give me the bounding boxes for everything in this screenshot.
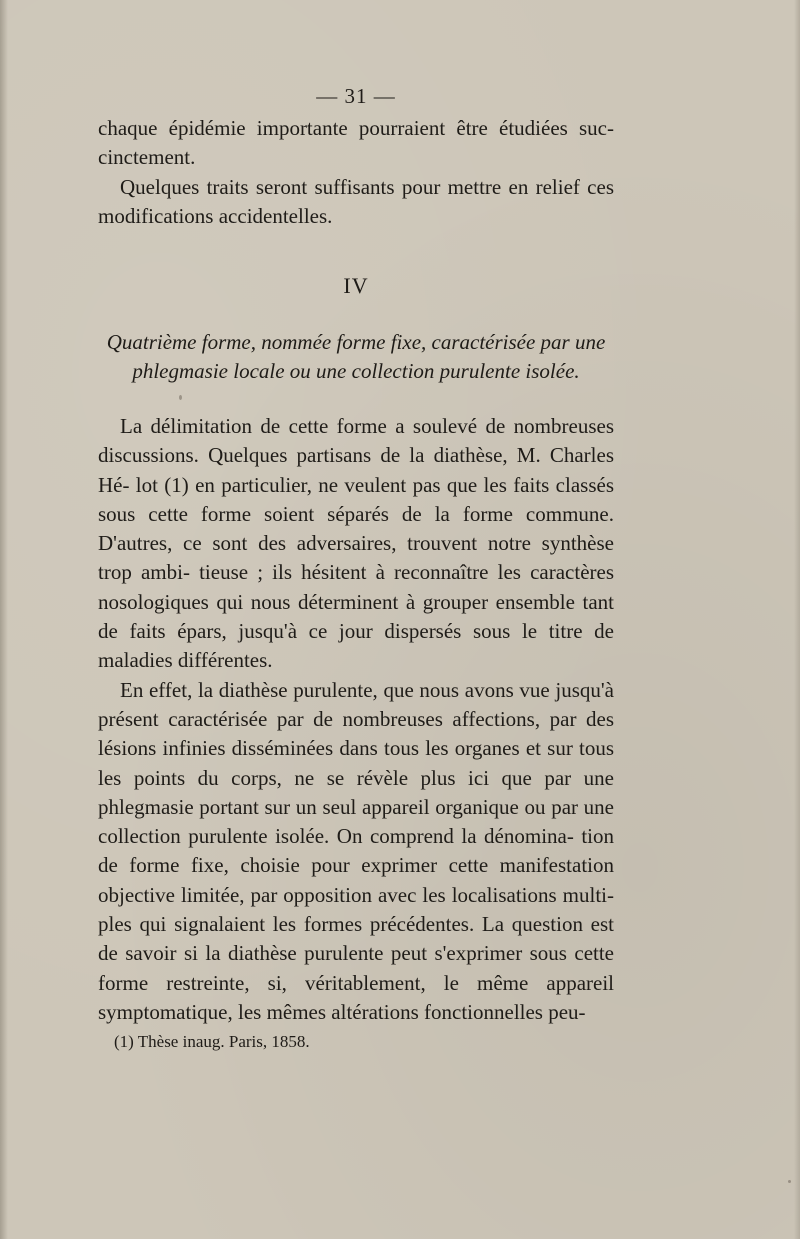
page-left-edge-shadow — [0, 0, 8, 1239]
footnote: (1) Thèse inaug. Paris, 1858. — [114, 1032, 310, 1051]
page-right-edge-shadow — [794, 0, 800, 1239]
opening-paragraph-1: chaque épidémie importante pourraient être étudiées suc- cinctement. — [98, 116, 614, 170]
paper-speck — [179, 395, 182, 400]
section-numeral: IV — [343, 273, 369, 298]
paper-speck — [788, 1180, 791, 1183]
main-text — [98, 412, 614, 1027]
page-number: — 31 — — [316, 84, 396, 108]
body-paragraph-1: La délimitation de cette forme a soulevé de nombreuses discussions. Quelques partisans de la diathèse, M. Charles Hé- lot (1) en particulier, ne veulent pas que les faits classés sous cette forme soient séparés de la forme commune. D'autres, ce sont des adversaires, trouvent notre synthèse trop ambi- tieuse ; ils hésitent à reconnaître les caractères nosologiques qui nous déterminent à grouper ensemble tant de faits épars, jusqu'à ce jour dispersés sous le titre de maladies différentes. — [98, 414, 614, 673]
body-paragraph-2: En effet, la diathèse purulente, que nous avons vue jusqu'à présent caractérisée par de nombreuses affections, par des lésions infinies disséminées dans tous les organes et sur tous les points du corps, ne se révèle plus ici que par une phlegmasie portant sur un seul appareil organique ou par une collection purulente isolée. On comprend la dénomina- tion de forme fixe, choisie pour exprimer cette manifestation objective limitée, par opposition avec les localisations multi- ples qui signalaient les formes précédentes. La question est de savoir si la diathèse purulente peut s'exprimer sous cette forme restreinte, si, véritablement, le même appareil symptomatique, les mêmes altérations fonctionnelles peu- — [98, 677, 614, 1024]
section-subtitle: Quatrième forme, nommée forme fixe, caractérisée par une phlegmasie locale ou une collection purulente isolée. — [106, 330, 606, 383]
opening-text — [98, 114, 614, 231]
opening-paragraph-2: Quelques traits seront suffisants pour mettre en relief ces modifications accidentelles. — [98, 174, 614, 228]
